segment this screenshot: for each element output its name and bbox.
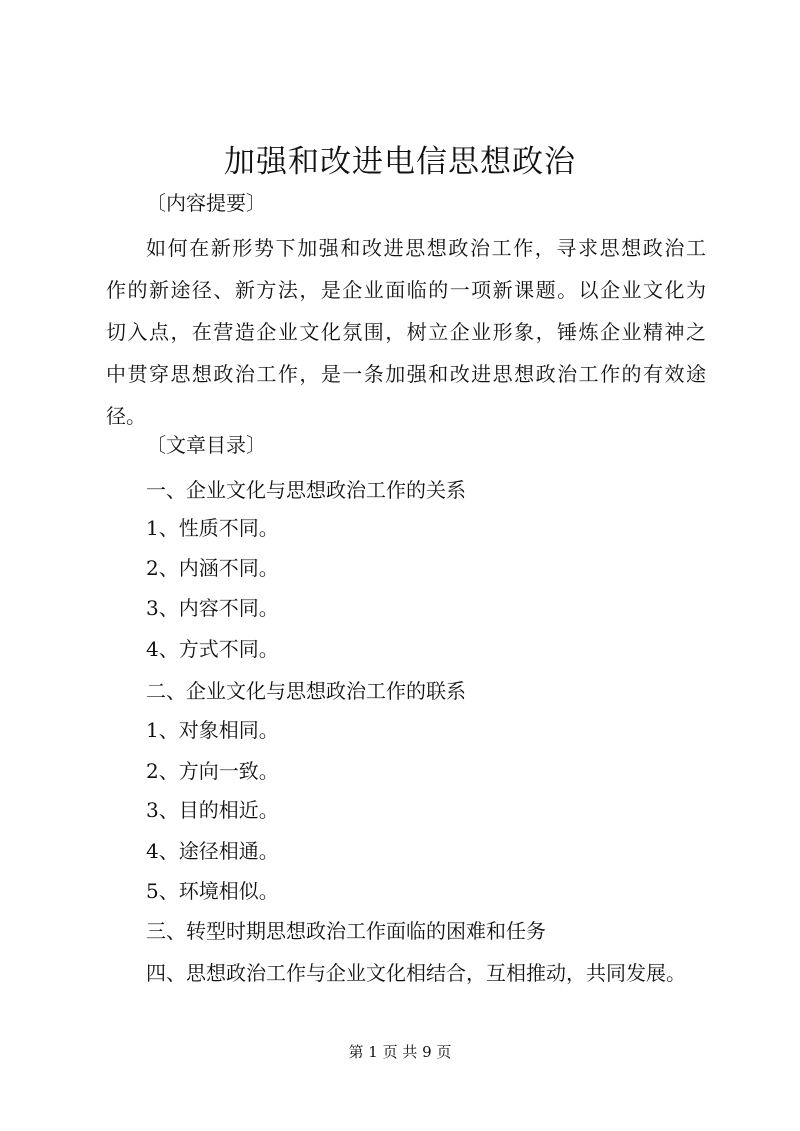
- toc-item: 2、方向一致。: [146, 759, 279, 783]
- toc-item: 一、企业文化与思想政治工作的关系: [146, 478, 466, 502]
- toc-item: 4、方式不同。: [146, 637, 279, 661]
- toc-item: 3、内容不同。: [146, 596, 279, 620]
- document-title: 加强和改进电信思想政治: [224, 144, 576, 180]
- toc-item: 4、途径相通。: [146, 839, 279, 863]
- abstract-line: 中贯穿思想政治工作，是一条加强和改进思想政治工作的有效途: [106, 362, 706, 386]
- abstract-line: 切入点，在营造企业文化氛围，树立企业形象，锤炼企业精神之: [106, 320, 706, 344]
- toc-item: 二、企业文化与思想政治工作的联系: [146, 679, 466, 703]
- toc-heading: 〔文章目录〕: [146, 433, 266, 457]
- toc-item: 2、内涵不同。: [146, 556, 279, 580]
- page-number: 第 1 页 共 9 页: [348, 1043, 452, 1061]
- toc-item: 1、性质不同。: [146, 516, 279, 540]
- abstract-line: 作的新途径、新方法，是企业面临的一项新课题。以企业文化为: [106, 278, 706, 302]
- toc-item: 3、目的相近。: [146, 798, 279, 822]
- toc-item: 5、环境相似。: [146, 879, 279, 903]
- toc-item: 三、转型时期思想政治工作面临的困难和任务: [146, 919, 546, 943]
- abstract-line: 径。: [106, 404, 146, 428]
- abstract-line: 如何在新形势下加强和改进思想政治工作，寻求思想政治工: [146, 236, 706, 260]
- abstract-heading: 〔内容提要〕: [146, 191, 266, 215]
- abstract-paragraph: [106, 227, 706, 437]
- toc-item: 1、对象相同。: [146, 718, 279, 742]
- toc-item: 四、思想政治工作与企业文化相结合，互相推动，共同发展。: [146, 961, 686, 985]
